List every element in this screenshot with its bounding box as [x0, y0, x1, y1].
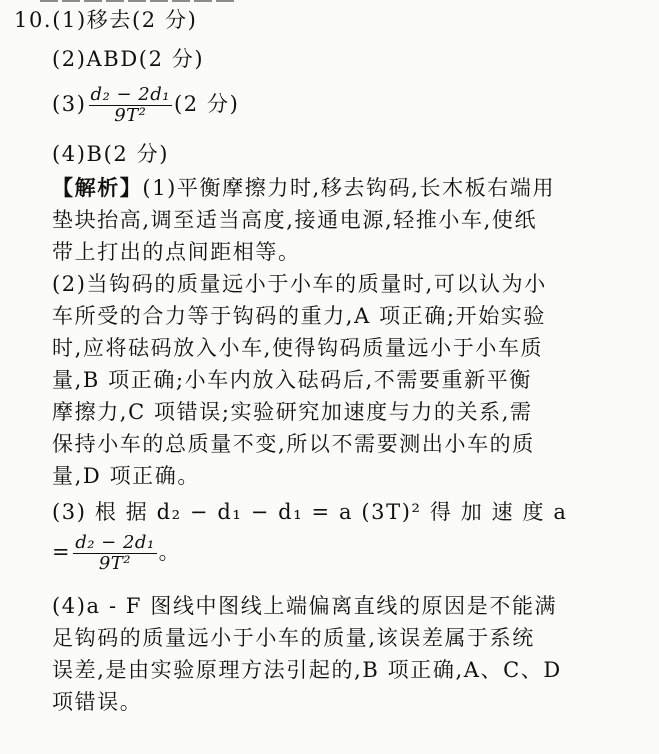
analysis-line-7: 量,B 项正确;小车内放入砝码后,不需要重新平衡 — [52, 368, 532, 392]
cropped-previous-line — [40, 0, 290, 2]
analysis-label: 【解析】 — [52, 175, 143, 200]
answer-3-prefix: (3) — [52, 92, 87, 116]
fraction-numerator: d₂ − 2d₁ — [75, 532, 155, 553]
tail-line-1: (4)a - F 图线中图线上端偏离直线的原因是不能满 — [52, 594, 558, 618]
answer-4: (4)B(2 分) — [52, 142, 170, 166]
fraction-denominator: 9T² — [114, 105, 147, 126]
equation-result-line — [52, 528, 181, 576]
equals-sign: = — [52, 540, 72, 564]
analysis-line-2: 垫块抬高,调至适当高度,接通电源,轻推小车,使纸 — [52, 208, 538, 232]
answer-2: (2)ABD(2 分) — [52, 47, 205, 71]
equation-line: (3) 根 据 d₂ − d₁ − d₁ = a (3T)² 得 加 速 度 a — [52, 500, 568, 524]
question-number: 10. — [14, 8, 53, 32]
analysis-line-5: 车所受的合力等于钩码的重力,A 项正确;开始实验 — [52, 304, 546, 328]
analysis-line-8: 摩擦力,C 项错误;实验研究加速度与力的关系,需 — [52, 400, 533, 424]
tail-line-3: 误差,是由实验原理方法引起的,B 项正确,A、C、D — [52, 658, 562, 682]
analysis-line-6: 时,应将砝码放入小车,使得钩码质量远小于小车质 — [52, 336, 544, 360]
analysis-text: (1)平衡摩擦力时,移去钩码,长木板右端用 — [142, 176, 556, 200]
analysis-line-9: 保持小车的总质量不变,所以不需要测出小车的质 — [52, 432, 535, 456]
answer-3-fraction — [89, 85, 172, 126]
tail-line-2: 足钩码的质量远小于小车的质量,该误差属于系统 — [52, 626, 535, 650]
analysis-line-4: (2)当钩码的质量远小于小车的质量时,可以认为小 — [52, 272, 547, 296]
analysis-line-3: 带上打出的点间距相等。 — [52, 240, 301, 264]
acceleration-fraction — [73, 533, 156, 574]
tail-line-4: 项错误。 — [52, 690, 143, 714]
period-mark: 。 — [158, 540, 182, 564]
analysis-line-10: 量,D 项正确。 — [52, 464, 200, 488]
answer-3 — [52, 80, 239, 128]
analysis-line-1 — [52, 176, 555, 200]
question-number-line — [14, 8, 197, 32]
fraction-denominator: 9T² — [98, 553, 132, 574]
answer-3-suffix: (2 分) — [174, 92, 240, 116]
answer-1: (1)移去(2 分) — [52, 8, 198, 32]
fraction-numerator: d₂ − 2d₁ — [90, 84, 171, 105]
